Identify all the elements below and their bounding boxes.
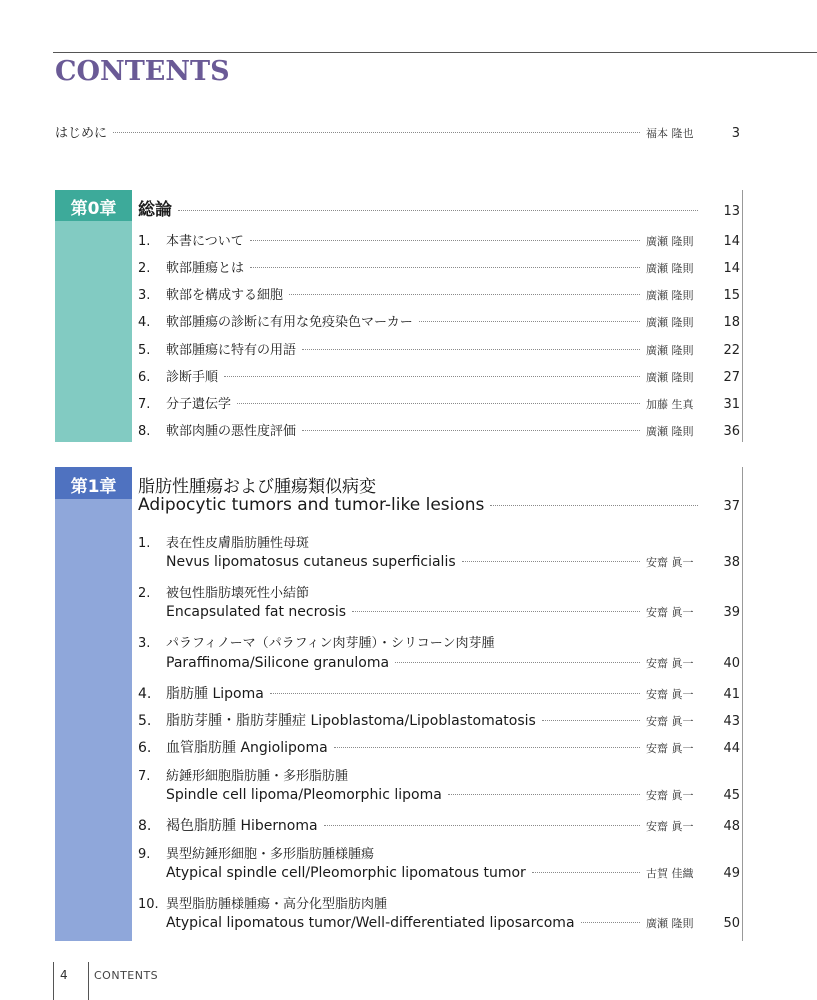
entry-page: 43 — [723, 714, 740, 729]
entry-title-jp: 表在性皮膚脂肪腫性母斑 — [166, 536, 310, 551]
chapter-1-heading[interactable] — [138, 495, 740, 515]
chapter-0-divider — [742, 190, 743, 442]
entry-page: 14 — [723, 261, 740, 276]
chapter-0-heading[interactable] — [138, 195, 740, 220]
entry-number: 3. — [138, 636, 151, 651]
page-title: CONTENTS — [55, 56, 230, 87]
toc-entry[interactable] — [166, 915, 740, 931]
entry-title: 軟部腫瘍の診断に有用な免疫染色マーカー — [166, 315, 413, 330]
dot-leader — [462, 561, 640, 562]
entry-page: 22 — [723, 343, 740, 358]
footer-rule-right — [88, 962, 89, 1000]
entry-author: 安齋 眞一 — [646, 789, 694, 802]
toc-entry[interactable] — [138, 683, 740, 703]
toc-entry[interactable] — [138, 815, 740, 835]
dot-leader — [237, 403, 640, 404]
toc-entry[interactable] — [138, 420, 740, 439]
entry-title-en: Paraffinoma/Silicone granuloma — [166, 655, 390, 671]
entry-title: 脂肪腫 Lipoma — [166, 686, 264, 702]
entry-number: 7. — [138, 769, 151, 784]
dot-leader — [302, 430, 640, 431]
entry-number: 1. — [138, 234, 151, 249]
entry-page: 39 — [723, 605, 740, 620]
entry-title: 軟部腫瘍とは — [166, 261, 245, 276]
entry-author: 安齋 眞一 — [646, 688, 694, 701]
entry-title-jp: パラフィノーマ（パラフィン肉芽腫）・シリコーン肉芽腫 — [166, 636, 495, 651]
entry-author: 加藤 生真 — [646, 398, 694, 411]
entry-author: 廣瀬 隆則 — [646, 371, 694, 384]
entry-title-jp: 異型脂肪腫様腫瘍・高分化型脂肪肉腫 — [166, 897, 388, 912]
entry-page: 15 — [723, 288, 740, 303]
entry-author: 廣瀬 隆則 — [646, 425, 694, 438]
entry-title: 血管脂肪腫 Angiolipoma — [166, 740, 328, 756]
entry-author: 廣瀬 隆則 — [646, 235, 694, 248]
entry-page: 27 — [723, 370, 740, 385]
entry-number: 1. — [138, 536, 151, 551]
chapter-0-title: 総論 — [138, 200, 172, 220]
entry-jp-title — [138, 532, 309, 551]
entry-page: 45 — [723, 788, 740, 803]
dot-leader — [302, 349, 640, 350]
entry-page: 41 — [723, 687, 740, 702]
toc-entry[interactable] — [166, 604, 740, 620]
entry-jp-title — [138, 582, 309, 601]
entry-author: 福本 隆也 — [646, 127, 694, 140]
entry-page: 48 — [723, 819, 740, 834]
entry-author: 廣瀬 隆則 — [646, 316, 694, 329]
entry-title: 褐色脂肪腫 Hibernoma — [166, 818, 318, 834]
dot-leader — [270, 693, 640, 694]
entry-number: 6. — [138, 370, 151, 385]
entry-author: 廣瀬 隆則 — [646, 289, 694, 302]
toc-entry[interactable] — [138, 257, 740, 276]
chapter-1-badge — [55, 467, 132, 941]
entry-author: 安齋 眞一 — [646, 715, 694, 728]
dot-leader — [352, 611, 640, 612]
footer-page-number: 4 — [60, 968, 68, 982]
entry-number: 5. — [138, 343, 151, 358]
toc-entry[interactable] — [138, 339, 740, 358]
toc-entry[interactable] — [138, 284, 740, 303]
entry-title: 軟部を構成する細胞 — [166, 288, 284, 303]
entry-title: 分子遺伝学 — [166, 397, 232, 412]
entry-title-en: Atypical lipomatous tumor/Well-differentiated liposarcoma — [166, 915, 575, 931]
chapter-1-label: 第1章 — [55, 467, 132, 499]
chapter-0-label: 第0章 — [55, 190, 132, 221]
entry-author: 安齋 眞一 — [646, 742, 694, 755]
entry-number: 9. — [138, 847, 151, 862]
entry-number: 8. — [138, 424, 151, 439]
entry-page: 14 — [723, 234, 740, 249]
dot-leader — [334, 747, 640, 748]
dot-leader — [490, 505, 698, 506]
dot-leader — [419, 321, 640, 322]
entry-title-en: Atypical spindle cell/Pleomorphic lipomatous tumor — [166, 865, 526, 881]
chapter-0-badge — [55, 190, 132, 442]
toc-entry[interactable] — [138, 230, 740, 249]
entry-number: 8. — [138, 818, 152, 834]
entry-number: 2. — [138, 261, 151, 276]
entry-author: 古賀 佳織 — [646, 867, 694, 880]
entry-author: 安齋 眞一 — [646, 657, 694, 670]
chapter-1-subtitle: Adipocytic tumors and tumor-like lesions — [138, 495, 485, 515]
toc-entry[interactable] — [138, 393, 740, 412]
entry-number: 4. — [138, 686, 152, 702]
entry-title: はじめに — [55, 126, 108, 141]
dot-leader — [581, 922, 640, 923]
entry-author: 安齋 眞一 — [646, 606, 694, 619]
toc-entry[interactable] — [166, 787, 740, 803]
entry-title: 脂肪芽腫・脂肪芽腫症 Lipoblastoma/Lipoblastomatosis — [166, 713, 536, 729]
footer-rule-left — [53, 962, 54, 1000]
entry-title-jp: 被包性脂肪壊死性小結節 — [166, 586, 310, 601]
toc-entry[interactable] — [138, 311, 740, 330]
dot-leader — [532, 872, 640, 873]
entry-author: 安齋 眞一 — [646, 820, 694, 833]
dot-leader — [113, 132, 640, 133]
entry-page: 36 — [723, 424, 740, 439]
dot-leader — [324, 825, 640, 826]
entry-page: 38 — [723, 555, 740, 570]
dot-leader — [448, 794, 640, 795]
entry-number: 10. — [138, 897, 159, 912]
entry-page: 18 — [723, 315, 740, 330]
entry-title-jp: 異型紡錘形細胞・多形脂肪腫様腫瘍 — [166, 847, 375, 862]
entry-number: 3. — [138, 288, 151, 303]
chapter-1-title: 脂肪性腫瘍および腫瘍類似病変 — [138, 477, 376, 497]
entry-title-en: Spindle cell lipoma/Pleomorphic lipoma — [166, 787, 442, 803]
dot-leader — [178, 210, 698, 211]
entry-title-jp: 紡錘形細胞脂肪腫・多形脂肪腫 — [166, 769, 349, 784]
entry-number: 2. — [138, 586, 151, 601]
entry-author: 安齋 眞一 — [646, 556, 694, 569]
entry-author: 廣瀬 隆則 — [646, 917, 694, 930]
footer-label: CONTENTS — [94, 969, 159, 982]
dot-leader — [395, 662, 640, 663]
entry-page: 50 — [723, 916, 740, 931]
entry-title: 本書について — [166, 234, 244, 249]
entry-author: 廣瀬 隆則 — [646, 344, 694, 357]
entry-number: 4. — [138, 315, 151, 330]
toc-entry[interactable] — [138, 737, 740, 757]
entry-jp-title — [138, 765, 348, 784]
entry-page: 49 — [723, 866, 740, 881]
entry-page: 31 — [723, 397, 740, 412]
entry-page: 3 — [731, 126, 740, 141]
entry-title: 軟部肉腫の悪性度評価 — [166, 424, 297, 439]
entry-title: 軟部腫瘍に特有の用語 — [166, 343, 297, 358]
chapter-1-page: 37 — [723, 499, 740, 514]
entry-jp-title — [138, 632, 495, 651]
entry-jp-title — [138, 893, 387, 912]
entry-title: 診断手順 — [166, 370, 219, 385]
entry-page: 44 — [723, 741, 740, 756]
chapter-1-divider — [742, 467, 743, 941]
entry-jp-title — [138, 843, 374, 862]
entry-title-en: Nevus lipomatosus cutaneus superficialis — [166, 554, 456, 570]
toc-entry-intro[interactable] — [55, 122, 740, 141]
dot-leader — [542, 720, 640, 721]
entry-number: 7. — [138, 397, 151, 412]
chapter-0-page: 13 — [723, 204, 740, 219]
dot-leader — [250, 240, 640, 241]
entry-author: 廣瀬 隆則 — [646, 262, 694, 275]
toc-entry[interactable] — [166, 865, 740, 881]
top-rule — [53, 52, 817, 53]
dot-leader — [224, 376, 640, 377]
dot-leader — [250, 267, 640, 268]
entry-number: 6. — [138, 740, 152, 756]
toc-entry[interactable] — [138, 366, 740, 385]
entry-title-en: Encapsulated fat necrosis — [166, 604, 347, 620]
entry-page: 40 — [723, 656, 740, 671]
dot-leader — [289, 294, 640, 295]
toc-entry[interactable] — [166, 655, 740, 671]
toc-entry[interactable] — [138, 710, 740, 730]
entry-number: 5. — [138, 713, 152, 729]
toc-entry[interactable] — [166, 554, 740, 570]
